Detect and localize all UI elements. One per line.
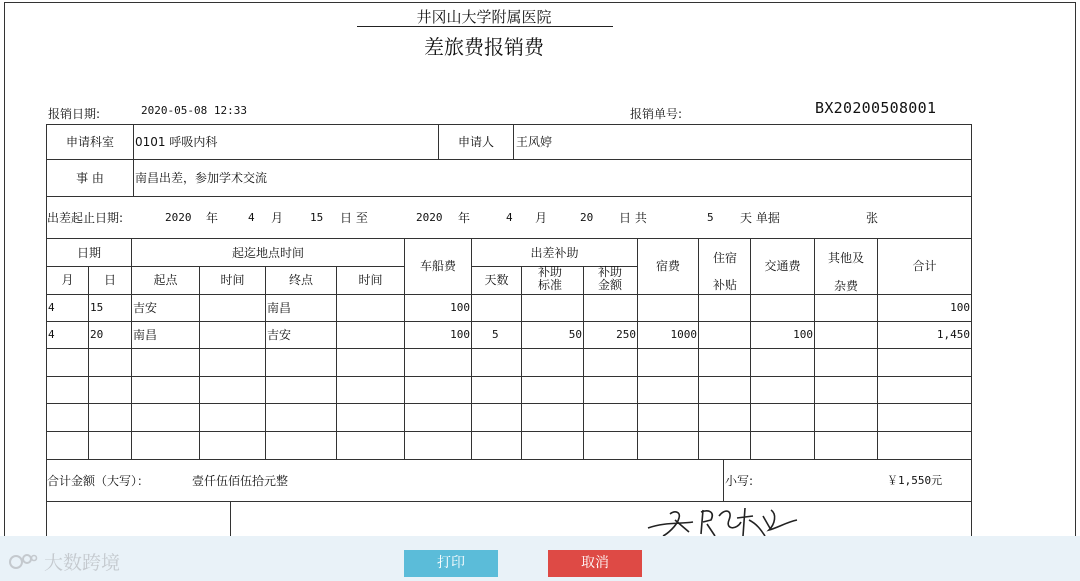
col-line — [471, 238, 472, 459]
signature-image — [645, 500, 805, 540]
period-end-month: 4 — [506, 211, 513, 224]
period-year-unit: 年 — [458, 211, 471, 225]
col-line — [698, 238, 699, 459]
col-header-days: 天数 — [484, 273, 509, 287]
cell-lodging: 1000 — [670, 328, 697, 341]
cell-end: 吉安 — [267, 328, 292, 342]
col-header-amount: 补助金额 — [597, 265, 622, 292]
col-line — [513, 124, 514, 159]
col-header-allowance: 出差补助 — [530, 246, 579, 260]
dept-label: 申请科室 — [65, 135, 114, 149]
cell-month: 4 — [48, 328, 55, 341]
cell-total: 100 — [950, 301, 970, 314]
cell-month: 4 — [48, 301, 55, 314]
period-start-day: 15 — [310, 211, 324, 224]
total-upper-label: 合计金额（大写）： — [47, 474, 150, 488]
col-line — [723, 459, 724, 501]
table-border — [971, 124, 972, 536]
print-button[interactable]: 打印 — [404, 550, 498, 577]
row-line — [46, 376, 972, 377]
watermark — [8, 548, 120, 575]
col-line — [199, 266, 200, 459]
form-no-label: 报销单号: — [630, 107, 683, 121]
applicant-value: 王风婷 — [516, 135, 553, 149]
period-to-label: 日 至 — [340, 211, 368, 225]
row-line — [46, 459, 972, 460]
col-header-other: 其他及杂费 — [827, 251, 864, 293]
action-bar — [0, 536, 1080, 581]
col-header-start: 起点 — [153, 273, 178, 287]
col-header-route: 起迄地点时间 — [231, 246, 304, 260]
cell-day: 15 — [90, 301, 104, 314]
col-line — [131, 238, 132, 459]
row-line — [46, 321, 972, 322]
cell-end: 南昌 — [267, 301, 292, 315]
cancel-button[interactable]: 取消 — [548, 550, 642, 577]
period-total-label: 日 共 — [619, 211, 647, 225]
cell-fare: 100 — [450, 328, 470, 341]
cell-days: 5 — [492, 328, 499, 341]
dept-value: 0101 呼吸内科 — [135, 135, 218, 149]
col-header-date: 日期 — [76, 246, 101, 260]
total-upper-value: 壹仟伍佰伍拾元整 — [192, 474, 289, 488]
table-border — [46, 124, 972, 125]
total-lower-label: 小写: — [725, 474, 754, 488]
col-header-end: 终点 — [288, 273, 313, 287]
cell-start: 吉安 — [133, 301, 158, 315]
row-line — [46, 348, 972, 349]
col-line — [814, 238, 815, 459]
period-end-day: 20 — [580, 211, 594, 224]
period-docs-unit: 张 — [866, 211, 879, 225]
col-line — [265, 266, 266, 459]
period-start-year: 2020 — [165, 211, 192, 224]
col-line — [521, 266, 522, 459]
col-header-time: 时间 — [220, 273, 245, 287]
cell-transport: 100 — [793, 328, 813, 341]
period-year-unit: 年 — [206, 211, 219, 225]
form-title: 差旅费报销费 — [424, 35, 544, 59]
period-month-unit: 月 — [271, 211, 284, 225]
col-line — [336, 266, 337, 459]
period-start-month: 4 — [248, 211, 255, 224]
watermark-text: 大数跨境 — [44, 552, 121, 574]
row-line — [46, 431, 972, 432]
date-value: 2020-05-08 12:33 — [141, 104, 247, 117]
row-line — [46, 196, 972, 197]
cell-fare: 100 — [450, 301, 470, 314]
col-header-day: 日 — [103, 273, 116, 287]
form-no-value: BX20200508001 — [815, 99, 937, 117]
cell-amount: 250 — [616, 328, 636, 341]
cell-std: 50 — [568, 328, 582, 341]
hospital-underline — [357, 26, 613, 27]
reason-label: 事 由 — [76, 171, 104, 185]
period-days: 5 — [707, 211, 714, 224]
period-end-year: 2020 — [416, 211, 443, 224]
period-days-unit: 天 单据 — [740, 211, 780, 225]
col-header-total: 合计 — [912, 259, 937, 273]
date-label: 报销日期: — [48, 107, 101, 121]
col-header-stay-subsidy: 住宿补贴 — [712, 251, 737, 292]
watermark-logo-icon — [8, 553, 38, 571]
hospital-name: 井冈山大学附属医院 — [416, 8, 552, 26]
row-line — [46, 501, 972, 502]
total-lower-value: ￥1,550元 — [887, 474, 943, 487]
row-line — [46, 238, 972, 239]
col-line — [88, 266, 89, 459]
row-line — [46, 159, 972, 160]
cell-start: 南昌 — [133, 328, 158, 342]
period-month-unit: 月 — [535, 211, 548, 225]
col-header-transport: 交通费 — [764, 259, 801, 273]
col-header-month: 月 — [61, 273, 74, 287]
row-line — [46, 266, 405, 267]
col-header-std: 补助标准 — [537, 265, 562, 292]
col-line — [583, 266, 584, 459]
col-header-fare: 车船费 — [419, 259, 456, 273]
period-label: 出差起止日期: — [47, 211, 124, 225]
reason-value: 南昌出差，参加学术交流 — [135, 171, 268, 185]
col-header-time: 时间 — [358, 273, 383, 287]
col-header-lodging: 宿费 — [655, 259, 680, 273]
col-line — [133, 124, 134, 196]
col-line — [230, 501, 231, 536]
cell-total: 1,450 — [936, 328, 970, 341]
row-line — [46, 403, 972, 404]
cell-day: 20 — [90, 328, 104, 341]
applicant-label: 申请人 — [457, 135, 494, 149]
